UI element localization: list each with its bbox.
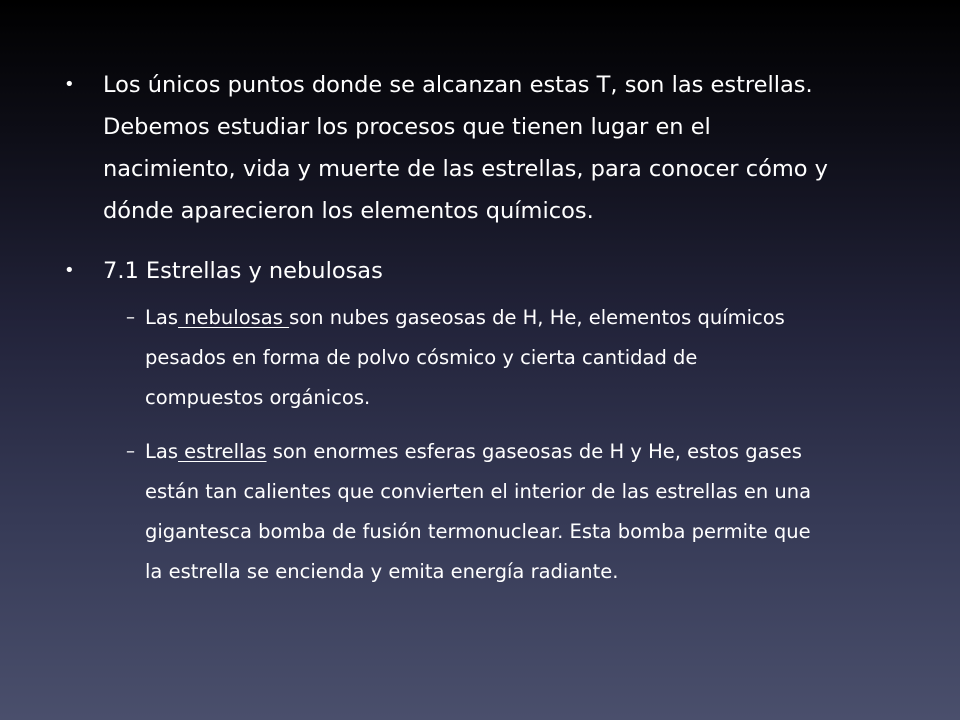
text-line: Debemos estudiar los procesos que tienen lugar en el [103, 114, 711, 140]
text-fragment: Las [145, 306, 178, 329]
text-line [145, 298, 905, 338]
text-line: Los únicos puntos donde se alcanzan estas T, son las estrellas. [103, 72, 813, 98]
text-fragment: son enormes esferas gaseosas de H y He, estos gases [266, 440, 802, 463]
underlined-term: nebulosas [177, 306, 290, 329]
sub-item-estrellas [126, 432, 905, 592]
text-line: 7.1 Estrellas y nebulosas [103, 258, 383, 284]
text-line: compuestos orgánicos. [145, 386, 371, 409]
section-heading [103, 250, 903, 292]
text-line: la estrella se encienda y emita energía radiante. [145, 560, 619, 583]
bullet-item-2 [64, 250, 903, 292]
bullet-marker: • [64, 74, 75, 95]
sub-item-nebulosas [126, 298, 905, 418]
bullet-text [103, 64, 903, 232]
sub-text [145, 298, 905, 418]
text-line: dónde aparecieron los elementos químicos. [103, 198, 594, 224]
bullet-marker: • [64, 260, 75, 281]
text-line: pesados en forma de polvo cósmico y cierta cantidad de [145, 346, 698, 369]
text-fragment: son nubes gaseosas de H, He, elementos químicos [289, 306, 785, 329]
text-fragment: Las [145, 440, 178, 463]
text-line: gigantesca bomba de fusión termonuclear. Esta bomba permite que [145, 520, 811, 543]
dash-marker: – [126, 307, 135, 328]
underlined-term: estrellas [177, 440, 267, 463]
bullet-item-1 [64, 64, 903, 232]
dash-marker: – [126, 441, 135, 462]
text-line: nacimiento, vida y muerte de las estrellas, para conocer cómo y [103, 156, 828, 182]
text-line [145, 432, 905, 472]
text-line: están tan calientes que convierten el interior de las estrellas en una [145, 480, 812, 503]
sub-text [145, 432, 905, 592]
